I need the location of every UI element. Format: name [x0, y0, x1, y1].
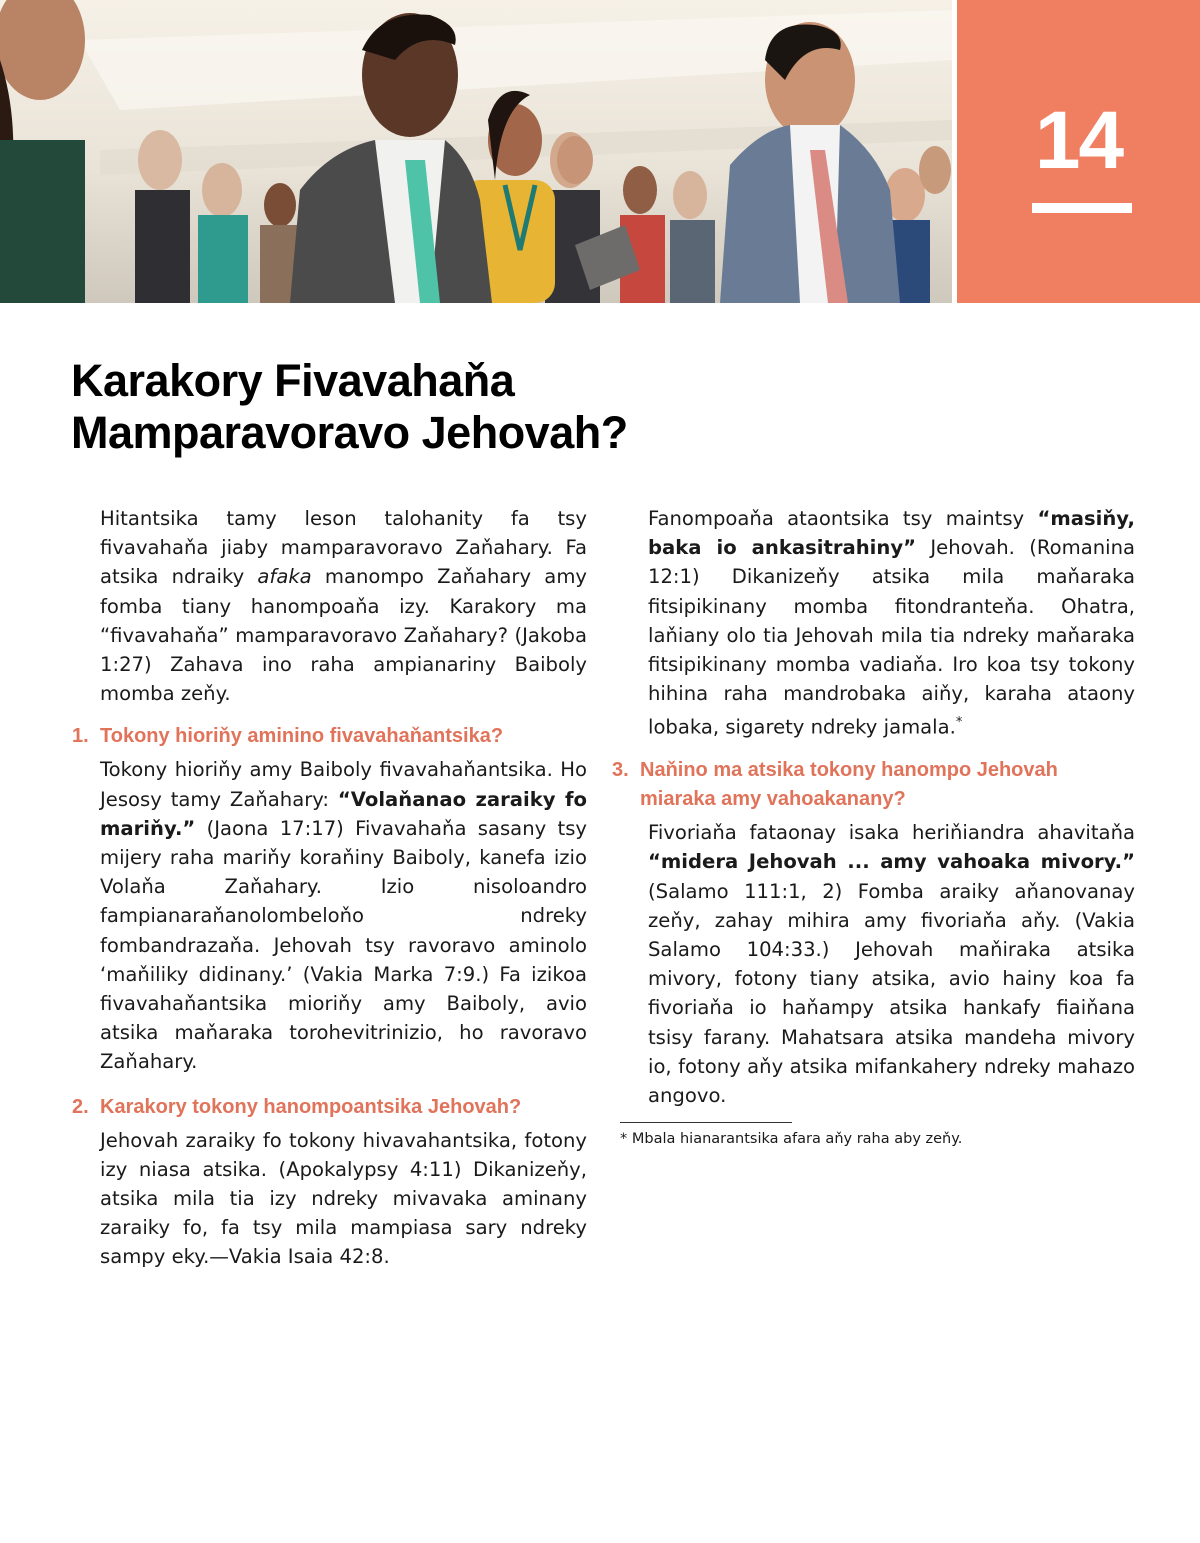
- right-column: [612, 504, 1135, 1149]
- lesson-number-badge: [957, 0, 1200, 303]
- left-column: [72, 504, 587, 1272]
- lesson-number-underline: [1032, 203, 1132, 213]
- question-2-answer-continued: Fanompoaňa ataontsika tsy maintsy “masiňy, baka io ankasitrahiny” Jehovah. (Romanina 12:1) Dikanizeňy atsika mila maňaraka fitsipikinany momba fitondranteňa. Ohatra, laňiany olo tia Jehovah mila tia ndreky maňaraka fitsipikinany momba vadiaňa. Iro koa tsy tokony hihina raha mandrobaka aiňy, karaha ataony lobaka, sigarety ndreky jamala.*: [648, 507, 1135, 739]
- footnote-divider: [620, 1122, 792, 1123]
- page-title: [71, 355, 771, 459]
- title-line-2: Mamparavoravo Jehovah?: [71, 407, 628, 458]
- footnote: * Mbala hianarantsika afara aňy raha aby zeňy.: [620, 1131, 963, 1148]
- question-2-heading: 2. Karakory tokony hanompoantsika Jehovah?: [72, 1095, 522, 1118]
- footnote-marker[interactable]: *: [955, 715, 963, 731]
- lesson-number: 14: [1034, 95, 1123, 186]
- intro-paragraph: Hitantsika tamy leson talohanity fa tsy fivavahaňa jiaby mamparavoravo Zaňahary. Fa atsika ndraiky afaka manompo Zaňahary amy fomba tiany hanompoaňa izy. Karakory ma “fivavahaňa” mamparavoravo Zaňahary? (Jakoba 1:27) Zahava ino raha ampianariny Baiboly momba zeňy.: [100, 507, 587, 706]
- question-3-heading: 3. Naňino ma atsika tokony hanompo Jehovah miaraka amy vahoakanany?: [612, 759, 1058, 811]
- question-3-answer: Fivoriaňa fataonay isaka heriňiandra ahavitaňa “midera Jehovah ... amy vahoaka mivory.” (Salamo 111:1, 2) Fomba araiky aňanovanay zeňy, zahay mihira amy fivoriaňa aňy. (Vakia Salamo 104:33.) Jehovah maňiraka atsika mivory, fotony tiany atsika, avio hainy koa fa fivoriaňa io haňampy atsika hankafy fiaiňana tsisy farany. Mahatsara atsika mandeha mivory io, fotony aňy atsika mifankahery ndreky mahazo angovo.: [648, 821, 1135, 1107]
- question-1-heading: 1. Tokony hioriňy aminino fivavahaňantsika?: [72, 725, 504, 748]
- title-line-1: Karakory Fivavahaňa: [71, 355, 515, 406]
- question-1-answer: Tokony hioriňy amy Baiboly fivavahaňantsika. Ho Jesosy tamy Zaňahary: “Volaňanao zaraiky fo mariňy.” (Jaona 17:17) Fivavahaňa sasany tsy mijery raha mariňy koraňiny Baiboly, kanefa izio Volaňa Zaňahary. Izio nisoloandro fampianaraňanolombeloňo ndreky fombandrazaňa. Jehovah tsy ravoravo aminolo ‘maňiliky didinany.’ (Vakia Marka 7:9.) Fa izikoa fivavahaňantsika mioriňy amy Baiboly, avio atsika maňaraka torohevitrinizio, ho ravoravo Zaňahary.: [100, 758, 587, 1074]
- hero-photo: [0, 0, 952, 303]
- congregation-singing-image: [0, 0, 952, 303]
- question-2-answer: Jehovah zaraiky fo tokony hivavahantsika, fotony izy niasa atsika. (Apokalypsy 4:11) Dikanizeňy, atsika mila tia izy ndreky mivavaka aminany zaraiky fo, fa tsy mila mampiasa sary ndreky sampy eky.—Vakia Isaia 42:8.: [100, 1128, 587, 1269]
